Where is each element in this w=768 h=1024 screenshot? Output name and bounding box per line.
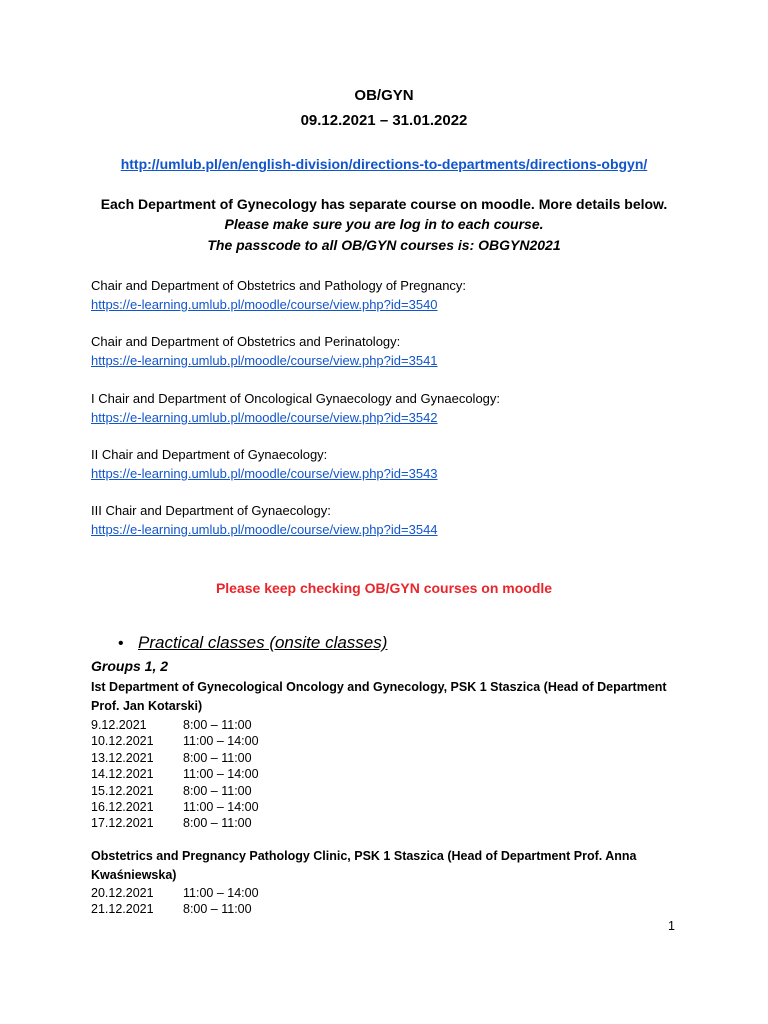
practical-classes-item — [118, 633, 387, 653]
schedule-date: 20.12.2021 — [91, 886, 154, 900]
department-course-link[interactable]: https://e-learning.umlub.pl/moodle/course/view.php?id=3542 — [91, 410, 438, 425]
department-label: Chair and Department of Obstetrics and Pathology of Pregnancy: — [91, 278, 467, 293]
department-entry — [91, 332, 711, 370]
department-label: Chair and Department of Obstetrics and Perinatology: — [91, 334, 401, 349]
intro-line-2: Please make sure you are log in to each course. — [224, 216, 544, 232]
practical-classes-title: Practical classes (onsite classes) — [138, 633, 388, 652]
schedule-date: 10.12.2021 — [91, 734, 154, 749]
schedule-date: 13.12.2021 — [91, 750, 154, 765]
schedule-row — [91, 815, 259, 831]
schedule-row — [91, 783, 259, 799]
groups-heading: Groups 1, 2 — [91, 658, 169, 674]
schedule-row — [91, 766, 259, 782]
department-label: I Chair and Department of Oncological Gynaecology and Gynaecology: — [91, 391, 501, 406]
schedule-date: 16.12.2021 — [91, 799, 154, 814]
document-title: OB/GYN — [354, 87, 414, 104]
schedule-time: 8:00 – 11:00 — [183, 718, 252, 732]
directions-link[interactable]: http://umlub.pl/en/english-division/directions-to-departments/directions-obgyn/ — [120, 156, 648, 172]
department-course-link[interactable]: https://e-learning.umlub.pl/moodle/course/view.php?id=3541 — [91, 353, 438, 368]
intro-line-3: The passcode to all OB/GYN courses is: OBGYN2021 — [207, 237, 561, 253]
department-course-link[interactable]: https://e-learning.umlub.pl/moodle/course/view.php?id=3540 — [91, 297, 438, 312]
section-heading: Obstetrics and Pregnancy Pathology Clinic, PSK 1 Staszica (Head of Department Prof. Anna Kwaśniewska) — [91, 849, 637, 882]
schedule-date: 9.12.2021 — [91, 718, 147, 732]
schedule-date: 15.12.2021 — [91, 783, 154, 798]
department-course-link[interactable]: https://e-learning.umlub.pl/moodle/course/view.php?id=3544 — [91, 522, 438, 537]
schedule-list — [91, 885, 259, 918]
schedule-date: 17.12.2021 — [91, 816, 154, 831]
schedule-time: 8:00 – 11:00 — [183, 902, 252, 917]
department-entry — [91, 389, 711, 427]
schedule-row — [91, 733, 259, 749]
department-entry — [91, 501, 711, 539]
schedule-time: 11:00 – 14:00 — [183, 799, 259, 814]
schedule-time: 8:00 – 11:00 — [183, 783, 252, 798]
department-entry — [91, 276, 711, 314]
bullet-icon: • — [118, 635, 124, 652]
schedule-time: 11:00 – 14:00 — [183, 767, 259, 782]
schedule-row — [91, 717, 259, 733]
schedule-list — [91, 717, 259, 832]
schedule-date: 14.12.2021 — [91, 767, 154, 782]
schedule-row — [91, 885, 259, 901]
schedule-row — [91, 799, 259, 815]
schedule-time: 11:00 – 14:00 — [183, 886, 259, 900]
section-heading: Ist Department of Gynecological Oncology and Gynecology, PSK 1 Staszica (Head of Department Prof. Jan Kotarski) — [91, 680, 667, 713]
department-label: II Chair and Department of Gynaecology: — [91, 447, 328, 462]
schedule-time: 11:00 – 14:00 — [183, 734, 259, 749]
directions-link-line — [0, 156, 768, 172]
schedule-row — [91, 901, 259, 917]
schedule-date: 21.12.2021 — [91, 902, 154, 917]
schedule-row — [91, 750, 259, 766]
department-course-link[interactable]: https://e-learning.umlub.pl/moodle/course/view.php?id=3543 — [91, 466, 438, 481]
department-label: III Chair and Department of Gynaecology: — [91, 503, 331, 518]
date-range: 09.12.2021 – 31.01.2022 — [300, 112, 468, 129]
page-number: 1 — [668, 919, 675, 933]
department-entry — [91, 445, 711, 483]
notice-text: Please keep checking OB/GYN courses on moodle — [215, 580, 553, 596]
schedule-time: 8:00 – 11:00 — [183, 750, 252, 765]
schedule-time: 8:00 – 11:00 — [183, 816, 252, 831]
intro-line-1: Each Department of Gynecology has separate course on moodle. More details below. — [100, 196, 668, 212]
